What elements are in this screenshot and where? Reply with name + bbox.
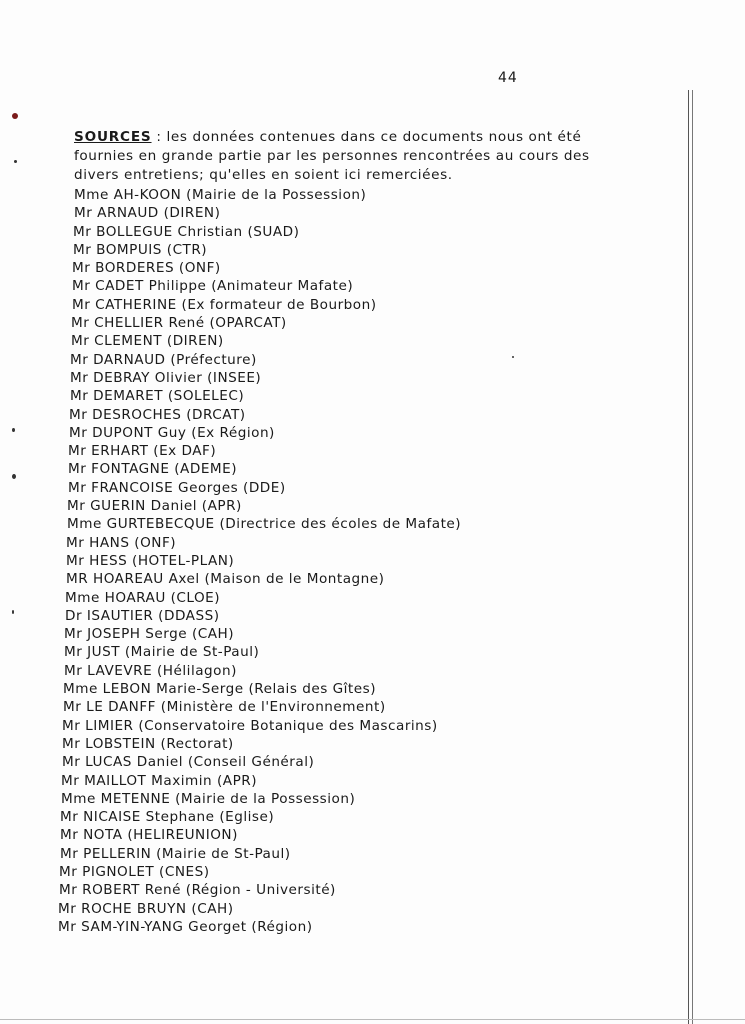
contact-entry: MR HOAREAU Axel (Maison de le Montagne): [66, 571, 385, 588]
contact-entry: Mr FRANCOISE Georges (DDE): [68, 479, 286, 496]
contact-entry: Mr JUST (Mairie de St-Paul): [64, 644, 260, 661]
contact-entry: Mr DARNAUD (Préfecture): [70, 351, 257, 368]
contact-entry: Mr ROCHE BRUYN (CAH): [58, 900, 234, 917]
contact-list: [58, 186, 578, 936]
contact-entry: Mr CHELLIER René (OPARCAT): [71, 315, 287, 332]
contact-entry: Mr BOLLEGUE Christian (SUAD): [73, 223, 300, 240]
contact-entry: Mr DESROCHES (DRCAT): [69, 406, 246, 423]
contact-entry: Mr ARNAUD (DIREN): [74, 205, 221, 222]
contact-entry: Mme AH-KOON (Mairie de la Possession): [74, 187, 367, 203]
contact-entry: Mr LAVEVRE (Hélilagon): [64, 662, 237, 679]
contact-entry: Mr BORDERES (ONF): [72, 260, 221, 277]
contact-entry: Mr HANS (ONF): [66, 534, 177, 551]
contact-entry: Mr ROBERT René (Région - Université): [59, 882, 336, 899]
contact-entry: Mr CATHERINE (Ex formateur de Bourbon): [72, 296, 377, 313]
contact-entry: Mr JOSEPH Serge (CAH): [64, 626, 235, 643]
contact-entry: Mr GUERIN Daniel (APR): [67, 498, 242, 515]
scan-speck: [12, 113, 18, 119]
contact-entry: Mr DEMARET (SOLELEC): [70, 388, 245, 405]
scan-speck: [12, 428, 15, 432]
contact-entry: Mr CADET Philippe (Animateur Mafate): [72, 278, 354, 295]
margin-rule: [688, 90, 689, 1024]
scan-speck: [12, 474, 16, 479]
contact-entry: Mr LIMIER (Conservatoire Botanique des Mascarins): [62, 717, 438, 734]
page-number: 44: [498, 70, 518, 86]
contact-entry: Mr DEBRAY Olivier (INSEE): [70, 369, 262, 386]
contact-entry: Mr PELLERIN (Mairie de St-Paul): [60, 845, 291, 862]
contact-entry: Mr HESS (HOTEL-PLAN): [66, 552, 235, 569]
contact-entry: Mr NICAISE Stephane (Eglise): [60, 809, 275, 826]
sources-paragraph: [74, 128, 604, 185]
contact-entry: Mr DUPONT Guy (Ex Région): [69, 424, 275, 441]
contact-entry: Mme GURTEBECQUE (Directrice des écoles de Mafate): [67, 516, 462, 533]
contact-entry: Mme METENNE (Mairie de la Possession): [61, 790, 356, 807]
contact-entry: Mme HOARAU (CLOE): [65, 589, 221, 606]
bottom-edge-rule: [0, 1019, 745, 1020]
contact-entry: Dr ISAUTIER (DDASS): [65, 607, 220, 624]
sources-text: : les données contenues dans ce documents nous ont été fournies en grande partie par les personnes rencontrées au cours des divers entretiens; qu'elles en soient ici remerciées.: [74, 128, 590, 183]
contact-entry: Mr LOBSTEIN (Rectorat): [62, 735, 234, 752]
contact-entry: Mr NOTA (HELIREUNION): [60, 827, 238, 844]
contact-entry: Mr SAM-YIN-YANG Georget (Région): [58, 918, 313, 935]
contact-entry: Mr PIGNOLET (CNES): [59, 863, 210, 880]
contact-entry: Mr MAILLOT Maximin (APR): [61, 772, 258, 789]
scan-speck: [14, 160, 17, 163]
contact-entry: Mr LE DANFF (Ministère de l'Environnement): [63, 699, 386, 716]
contact-entry: Mr BOMPUIS (CTR): [73, 241, 208, 258]
scan-speck: [12, 610, 14, 614]
margin-rule: [692, 90, 693, 1024]
contact-entry: Mr LUCAS Daniel (Conseil Général): [62, 754, 315, 771]
contact-entry: Mme LEBON Marie-Serge (Relais des Gîtes): [63, 681, 377, 698]
contact-entry: Mr CLEMENT (DIREN): [71, 333, 224, 350]
sources-heading: SOURCES: [74, 128, 152, 145]
contact-entry: Mr FONTAGNE (ADEME): [68, 461, 238, 478]
contact-entry: Mr ERHART (Ex DAF): [68, 443, 217, 460]
